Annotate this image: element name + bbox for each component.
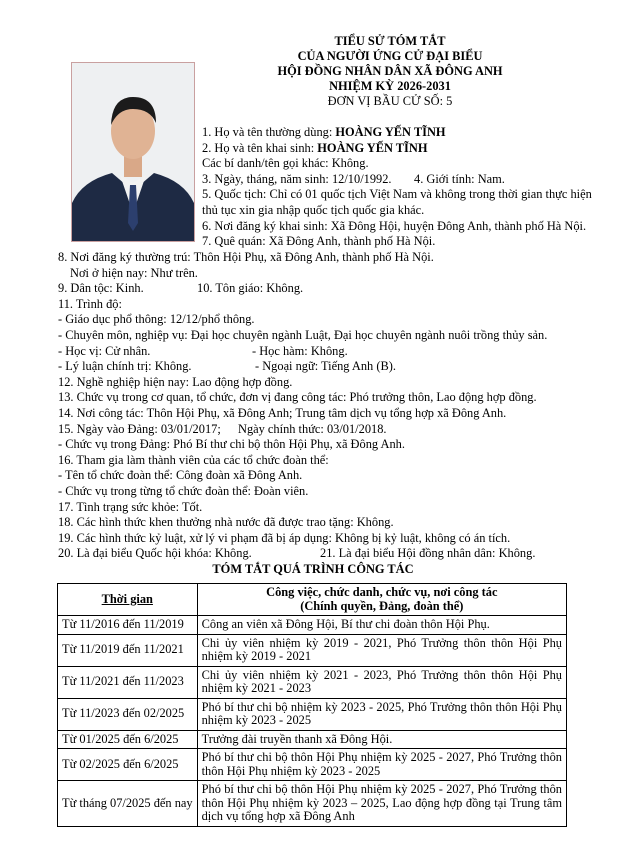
field-delegate (58, 546, 598, 562)
field-nationality-cont: thủ tục xin gia nhập quốc tịch quốc gia khác. (202, 202, 425, 217)
field-organization-role: - Chức vụ trong từng tổ chức đoàn thể: Đoàn viên. (58, 483, 309, 498)
table-header-row (58, 584, 567, 616)
work-history-table (57, 583, 567, 827)
field-awards: 18. Các hình thức khen thưởng nhà nước đã được trao tặng: Không. (58, 515, 394, 530)
cell-time: Từ 11/2021 đến 11/2023 (58, 666, 198, 698)
value: HOÀNG YẾN TĨNH (317, 140, 428, 155)
field-workplace: 14. Nơi công tác: Thôn Hội Phụ, xã Đông Anh; Trung tâm dịch vụ tổng hợp xã Đông Anh. (58, 405, 507, 420)
title-line: HỘI ĐỒNG NHÂN DÂN XÃ ĐÔNG ANH (277, 64, 503, 78)
cell-description: Trưởng đài truyền thanh xã Đông Hội. (197, 730, 566, 749)
field-religion: 10. Tôn giáo: Không. (197, 281, 304, 296)
field-party-position: - Chức vụ trong Đảng: Phó Bí thư chi bộ thôn Hội Phụ, xã Đông Anh. (58, 437, 405, 452)
title-line: CỦA NGƯỜI ỨNG CỬ ĐẠI BIỂU (297, 49, 483, 63)
field-ethnicity: 9. Dân tộc: Kinh. (58, 281, 144, 296)
cell-description: Chi ủy viên nhiệm kỳ 2019 - 2021, Phó Trưởng thôn thôn Hội Phụ nhiệm kỳ 2019 - 2021 (197, 634, 566, 666)
cell-description: Phó bí thư chi bộ thôn Hội Phụ nhiệm kỳ 2025 - 2027, Phó Trưởng thôn thôn Hội Phụ nhiệm kỳ 2023 - 2025 (197, 749, 566, 781)
cell-time: Từ 11/2023 đến 02/2025 (58, 698, 198, 730)
table-row (58, 698, 567, 730)
field-birth-name (202, 141, 602, 157)
field-education: 11. Trình độ: (58, 296, 122, 311)
field-expertise: - Chuyên môn, nghiệp vụ: Đại học chuyên ngành Luật, Đại học chuyên ngành nuôi trồng thủy sản. (58, 327, 548, 342)
field-hometown: 7. Quê quán: Xã Đông Anh, thành phố Hà Nội. (202, 234, 436, 249)
cell-description: Công an viên xã Đông Hội, Bí thư chi đoàn thôn Hội Phụ. (197, 616, 566, 635)
title-line: NHIỆM KỲ 2026-2031 (329, 79, 451, 93)
field-organizations: 16. Tham gia làm thành viên của các tổ chức đoàn thể: (58, 452, 329, 467)
portrait-photo (71, 62, 195, 242)
field-occupation: 12. Nghề nghiệp hiện nay: Lao động hợp đồng. (58, 374, 293, 389)
field-council: 21. Là đại biểu Hội đồng nhân dân: Không. (320, 546, 536, 561)
field-party-dates (58, 422, 598, 438)
field-alias: Các bí danh/tên gọi khác: Không. (202, 156, 369, 171)
value: HOÀNG YẾN TĨNH (335, 125, 446, 139)
cell-description: Phó bí thư chi bộ nhiệm kỳ 2023 - 2025, Phó Trưởng thôn thôn Hội Phụ nhiệm kỳ 2023 - 2025 (197, 698, 566, 730)
field-party-join: 15. Ngày vào Đảng: 03/01/2017; (58, 421, 221, 436)
personal-info-top (202, 125, 602, 250)
table-row (58, 730, 567, 749)
field-gender: 4. Giới tính: Nam. (414, 171, 505, 186)
field-academic-title: - Học hàm: Không. (252, 343, 348, 358)
electoral-unit: ĐƠN VỊ BẦU CỬ SỐ: 5 (327, 94, 453, 108)
field-common-name (202, 125, 602, 141)
table-row (58, 781, 567, 827)
table-row (58, 616, 567, 635)
field-foreign-language: - Ngoại ngữ: Tiếng Anh (B). (255, 359, 396, 374)
field-general-education: - Giáo dục phổ thông: 12/12/phổ thông. (58, 312, 255, 327)
document-title (190, 34, 590, 109)
title-line: TIỂU SỬ TÓM TẮT (334, 34, 446, 48)
work-history-title: TÓM TẮT QUÁ TRÌNH CÔNG TÁC (212, 561, 414, 576)
cell-time: Từ 11/2016 đến 11/2019 (58, 616, 198, 635)
cell-time: Từ 01/2025 đến 6/2025 (58, 730, 198, 749)
cell-description: Phó bí thư chi bộ thôn Hội Phụ nhiệm kỳ 2025 - 2027, Phó Trưởng thôn thôn Hội Phụ nhiệm kỳ 2023 – 2025, Lao động hợp đồng tại Trung tâm dịch vụ tổng hợp xã Đông Anh (197, 781, 566, 827)
field-dob: 3. Ngày, tháng, năm sinh: 12/10/1992. (202, 171, 392, 186)
column-header-description (197, 584, 566, 616)
field-politics-language (58, 359, 598, 375)
cell-time: Từ 11/2019 đến 11/2021 (58, 634, 198, 666)
field-political-theory: - Lý luận chính trị: Không. (58, 359, 192, 374)
field-degree: - Học vị: Cử nhân. (58, 343, 151, 358)
field-residence: 8. Nơi đăng ký thường trú: Thôn Hội Phụ, xã Đông Anh, thành phố Hà Nội. (58, 250, 434, 264)
field-party-official: Ngày chính thức: 03/01/2018. (238, 421, 387, 436)
table-row (58, 666, 567, 698)
table-row (58, 749, 567, 781)
field-birth-registration: 6. Nơi đăng ký khai sinh: Xã Đông Hội, huyện Đông Anh, thành phố Hà Nội. (202, 218, 587, 233)
cell-time: Từ tháng 07/2025 đến nay (58, 781, 198, 827)
header-text: Công việc, chức danh, chức vụ, nơi công tác (266, 585, 498, 599)
cell-time: Từ 02/2025 đến 6/2025 (58, 749, 198, 781)
header-text: Thời gian (101, 591, 153, 606)
label: 1. Họ và tên thường dùng: (202, 125, 336, 139)
header-text: (Chính quyền, Đảng, đoàn thể) (300, 598, 464, 613)
field-dob-gender (202, 172, 602, 188)
field-current-address: Nơi ở hiện nay: Như trên. (70, 265, 198, 280)
label: 2. Họ và tên khai sinh: (202, 140, 318, 155)
field-ethnicity-religion (58, 281, 598, 297)
field-national-assembly: 20. Là đại biểu Quốc hội khóa: Không. (58, 546, 252, 561)
table-row (58, 634, 567, 666)
field-nationality: 5. Quốc tịch: Chỉ có 01 quốc tịch Việt Nam và không trong thời gian thực hiện (202, 187, 592, 202)
field-degree-title (58, 344, 598, 360)
cell-description: Chi ủy viên nhiệm kỳ 2021 - 2023, Phó Trưởng thôn thôn Hội Phụ nhiệm kỳ 2021 - 2023 (197, 666, 566, 698)
personal-info-main (58, 250, 598, 577)
field-organization-name: - Tên tổ chức đoàn thể: Công đoàn xã Đông Anh. (58, 468, 303, 483)
field-discipline: 19. Các hình thức kỷ luật, xử lý vi phạm đã bị áp dụng: Không bị kỷ luật, không có án tích. (58, 530, 511, 545)
field-position: 13. Chức vụ trong cơ quan, tổ chức, đơn vị đang công tác: Phó trưởng thôn, Lao động hợp đồng. (58, 390, 537, 405)
column-header-time (58, 584, 198, 616)
field-health: 17. Tình trạng sức khỏe: Tốt. (58, 499, 203, 514)
